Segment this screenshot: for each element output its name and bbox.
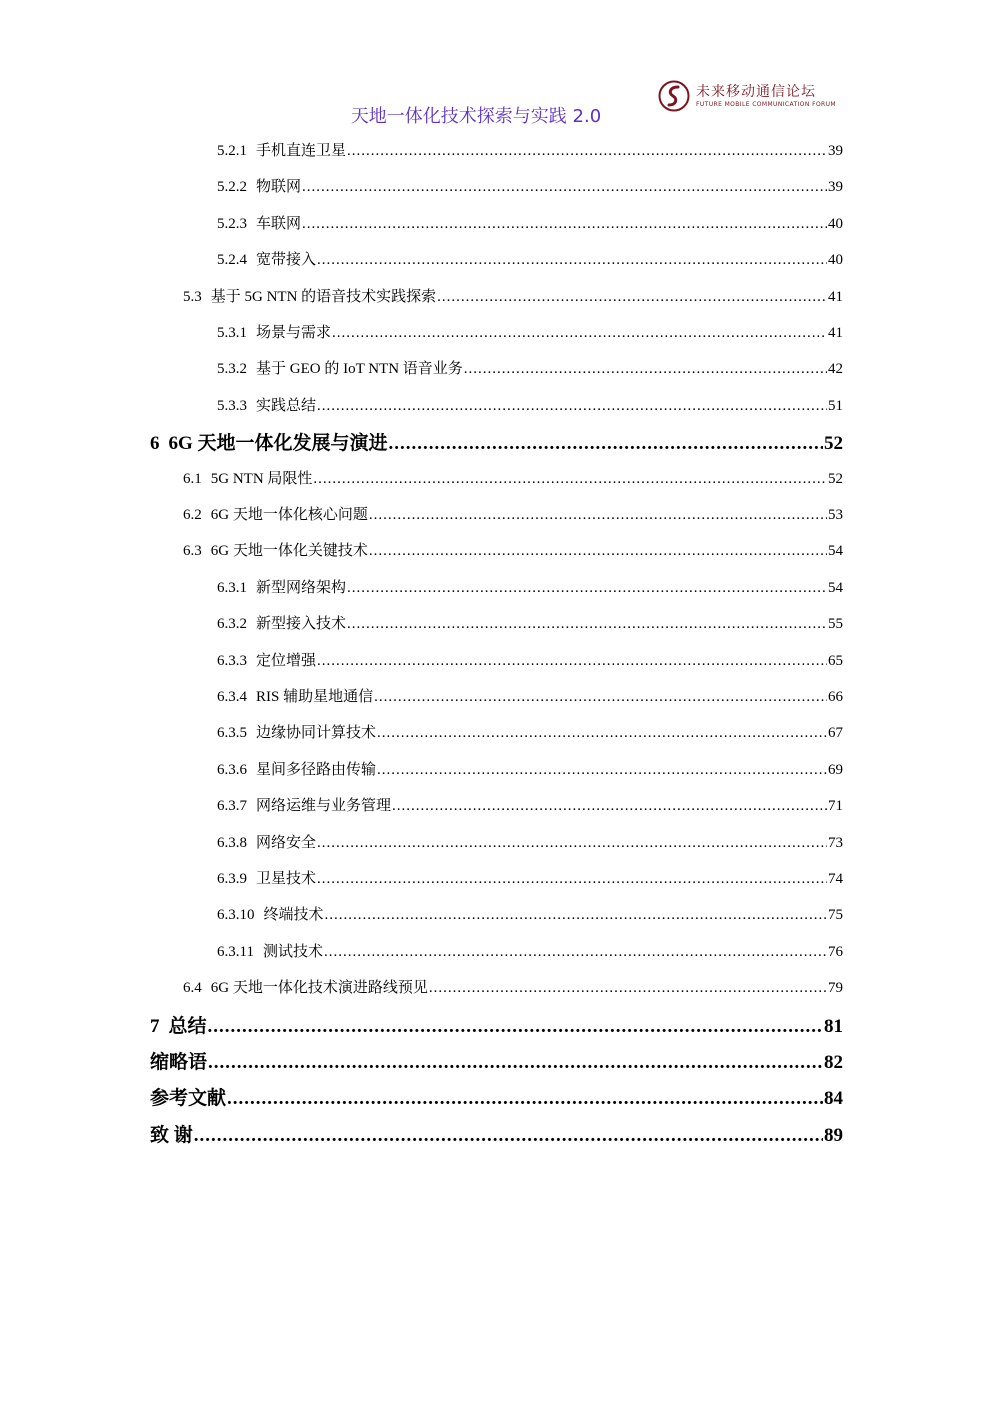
toc-dot-leader [347,143,827,160]
toc-entry[interactable] [217,212,843,233]
toc-dot-leader [347,580,827,597]
toc-entry-title: 网络安全 [256,835,317,851]
toc-entry[interactable] [150,1083,843,1110]
toc-dot-leader [369,507,827,524]
toc-entry[interactable] [217,903,843,924]
toc-entry[interactable] [217,321,843,342]
toc-entry-page-number: 39 [828,143,843,159]
toc-dot-leader [464,361,827,378]
toc-entry[interactable] [217,394,843,415]
toc-entry-title: 总结 [168,1016,207,1037]
toc-entry-page-number: 73 [828,835,843,851]
toc-entry-label [217,139,346,160]
toc-entry-page-number: 42 [828,361,843,377]
toc-entry-page-number: 71 [828,798,843,814]
toc-dot-leader [208,1016,823,1038]
toc-entry-label [217,394,316,415]
toc-entry[interactable] [217,867,843,888]
toc-entry-title: RIS 辅助星地通信 [256,689,374,705]
toc-dot-leader [377,725,827,742]
toc-entry-page-number: 67 [828,725,843,741]
toc-entry-title: 手机直连卫星 [256,143,347,159]
toc-entry-title: 终端技术 [263,907,324,923]
toc-entry-label [217,940,323,961]
toc-entry[interactable] [183,285,843,306]
toc-entry-title: 参考文献 [150,1088,227,1109]
toc-entry-number: 6.1 [183,471,202,487]
toc-entry-page-number: 74 [828,871,843,887]
toc-entry-label [183,976,428,997]
toc-entry-label [217,685,373,706]
toc-entry-page-number: 52 [828,471,843,487]
toc-entry-title: 基于 GEO 的 IoT NTN 语音业务 [256,361,463,377]
toc-entry[interactable] [150,1120,843,1147]
toc-entry-number: 6.3.2 [217,616,247,632]
toc-entry[interactable] [217,721,843,742]
toc-entry-title: 网络运维与业务管理 [256,798,392,814]
toc-entry[interactable] [150,428,843,455]
toc-entry-page-number: 41 [828,289,843,305]
toc-entry-number: 6.3.11 [217,944,254,960]
toc-entry-title: 新型网络架构 [256,580,347,596]
toc-entry[interactable] [217,612,843,633]
toc-entry[interactable] [217,758,843,779]
toc-entry-label [217,649,316,670]
toc-entry-title: 基于 5G NTN 的语音技术实践探索 [210,289,437,305]
toc-entry-page-number: 75 [828,907,843,923]
toc-dot-leader [317,398,827,415]
toc-entry-page-number: 65 [828,653,843,669]
toc-dot-leader [302,216,827,233]
toc-entry-title: 卫星技术 [256,871,317,887]
toc-entry-label [217,248,316,269]
toc-entry[interactable] [150,1011,843,1038]
toc-entry-page-number: 54 [828,580,843,596]
toc-entry-page-number: 79 [828,980,843,996]
toc-dot-leader [392,798,827,815]
toc-entry-label [183,285,436,306]
toc-dot-leader [374,689,827,706]
toc-entry-number: 5.3.1 [217,325,247,341]
toc-dot-leader [227,1088,823,1110]
toc-entry[interactable] [217,175,843,196]
toc-entry-number: 5.2.4 [217,252,247,268]
toc-entry-page-number: 81 [824,1016,843,1037]
toc-entry-title: 边缘协同计算技术 [256,725,377,741]
toc-entry-label [150,1011,207,1038]
toc-entry[interactable] [217,940,843,961]
toc-entry-title: 6G 天地一体化关键技术 [210,543,368,559]
toc-dot-leader [369,543,827,560]
forum-logo-name-cn: 未来移动通信论坛 [696,84,816,100]
toc-entry-page-number: 40 [828,216,843,232]
toc-entry-title: 实践总结 [256,398,317,414]
toc-dot-leader [317,871,827,888]
toc-dot-leader [347,616,827,633]
toc-entry-label [217,576,346,597]
toc-entry-label [217,867,316,888]
toc-entry-label [183,539,368,560]
toc-entry-label [217,212,301,233]
toc-entry-title: 缩略语 [150,1052,208,1073]
toc-entry-number: 5.3.2 [217,361,247,377]
toc-dot-leader [208,1052,823,1074]
forum-logo [658,80,836,114]
toc-entry-page-number: 52 [824,433,843,454]
toc-entry-page-number: 40 [828,252,843,268]
toc-entry-title: 新型接入技术 [256,616,347,632]
toc-entry-number: 6.3.6 [217,762,247,778]
toc-entry-number: 5.2.2 [217,179,247,195]
toc-entry-number: 5.2.3 [217,216,247,232]
toc-entry-label [217,903,324,924]
toc-entry-number: 6.3.10 [217,907,255,923]
document-header-title: 天地一体化技术探索与实践 2.0 [350,106,602,127]
toc-entry[interactable] [183,503,843,524]
toc-entry[interactable] [183,539,843,560]
toc-entry-page-number: 41 [828,325,843,341]
toc-dot-leader [389,433,823,455]
toc-entry-label [217,612,346,633]
toc-dot-leader [377,762,827,779]
toc-entry[interactable] [217,649,843,670]
toc-dot-leader [429,980,827,997]
toc-dot-leader [324,944,827,961]
forum-logo-icon [658,80,690,112]
toc-entry-number: 6.3.8 [217,835,247,851]
toc-entry[interactable] [217,794,843,815]
toc-entry-page-number: 89 [824,1125,843,1146]
toc-entry-title: 6G 天地一体化发展与演进 [168,433,388,454]
toc-entry-number: 6.3.1 [217,580,247,596]
forum-logo-name-en: FUTURE MOBILE COMMUNICATION FORUM [696,101,836,108]
toc-entry-title: 宽带接入 [256,252,317,268]
toc-entry-label [150,1047,207,1074]
toc-dot-leader [437,289,827,306]
toc-dot-leader [302,179,827,196]
toc-entry-title: 定位增强 [256,653,317,669]
toc-entry-label [217,721,376,742]
toc-entry-label [217,357,463,378]
toc-entry-label [150,1120,193,1147]
toc-entry-page-number: 55 [828,616,843,632]
toc-entry-label [183,503,368,524]
toc-dot-leader [317,252,827,269]
toc-entry[interactable] [183,976,843,997]
toc-dot-leader [325,907,827,924]
toc-dot-leader [317,653,827,670]
toc-dot-leader [194,1125,823,1147]
toc-entry-number: 6.2 [183,507,202,523]
toc-entry-page-number: 39 [828,179,843,195]
toc-entry-page-number: 69 [828,762,843,778]
toc-entry[interactable] [217,831,843,852]
toc-entry-number: 6 [150,433,160,454]
toc-entry-page-number: 53 [828,507,843,523]
toc-entry[interactable] [183,467,843,488]
toc-entry-title: 6G 天地一体化技术演进路线预见 [210,980,428,996]
toc-entry-number: 5.2.1 [217,143,247,159]
toc-entry-page-number: 82 [824,1052,843,1073]
toc-dot-leader [313,471,827,488]
toc-entry-number: 7 [150,1016,160,1037]
toc-entry-number: 6.3.7 [217,798,247,814]
toc-entry-page-number: 51 [828,398,843,414]
toc-entry-title: 5G NTN 局限性 [210,471,313,487]
toc-entry-number: 6.3.3 [217,653,247,669]
toc-entry-page-number: 54 [828,543,843,559]
toc-entry-page-number: 84 [824,1088,843,1109]
toc-entry-number: 6.3.4 [217,689,247,705]
toc-entry-title: 车联网 [256,216,302,232]
toc-entry-title: 场景与需求 [256,325,332,341]
toc-entry[interactable] [217,357,843,378]
toc-entry-label [217,794,391,815]
toc-entry-title: 6G 天地一体化核心问题 [210,507,368,523]
toc-entry[interactable] [150,1047,843,1074]
toc-dot-leader [332,325,827,342]
toc-entry-label [183,467,312,488]
toc-entry-label [150,428,388,455]
toc-entry-number: 6.4 [183,980,202,996]
toc-entry-number: 6.3.9 [217,871,247,887]
toc-entry-title: 物联网 [256,179,302,195]
toc-entry-number: 6.3.5 [217,725,247,741]
toc-entry-title: 测试技术 [262,944,323,960]
toc-entry-label [217,758,376,779]
toc-entry-label [217,831,316,852]
toc-entry-number: 5.3.3 [217,398,247,414]
toc-entry[interactable] [217,576,843,597]
toc-entry-title: 星间多径路由传输 [256,762,377,778]
toc-entry[interactable] [217,248,843,269]
toc-dot-leader [317,835,827,852]
toc-entry-label [217,175,301,196]
toc-entry-label [150,1083,226,1110]
toc-entry-page-number: 76 [828,944,843,960]
toc-entry-title: 致 谢 [150,1125,193,1146]
toc-entry-number: 6.3 [183,543,202,559]
toc-entry[interactable] [217,139,843,160]
toc-entry-number: 5.3 [183,289,202,305]
toc-entry[interactable] [217,685,843,706]
toc-entry-label [217,321,331,342]
toc-entry-page-number: 66 [828,689,843,705]
